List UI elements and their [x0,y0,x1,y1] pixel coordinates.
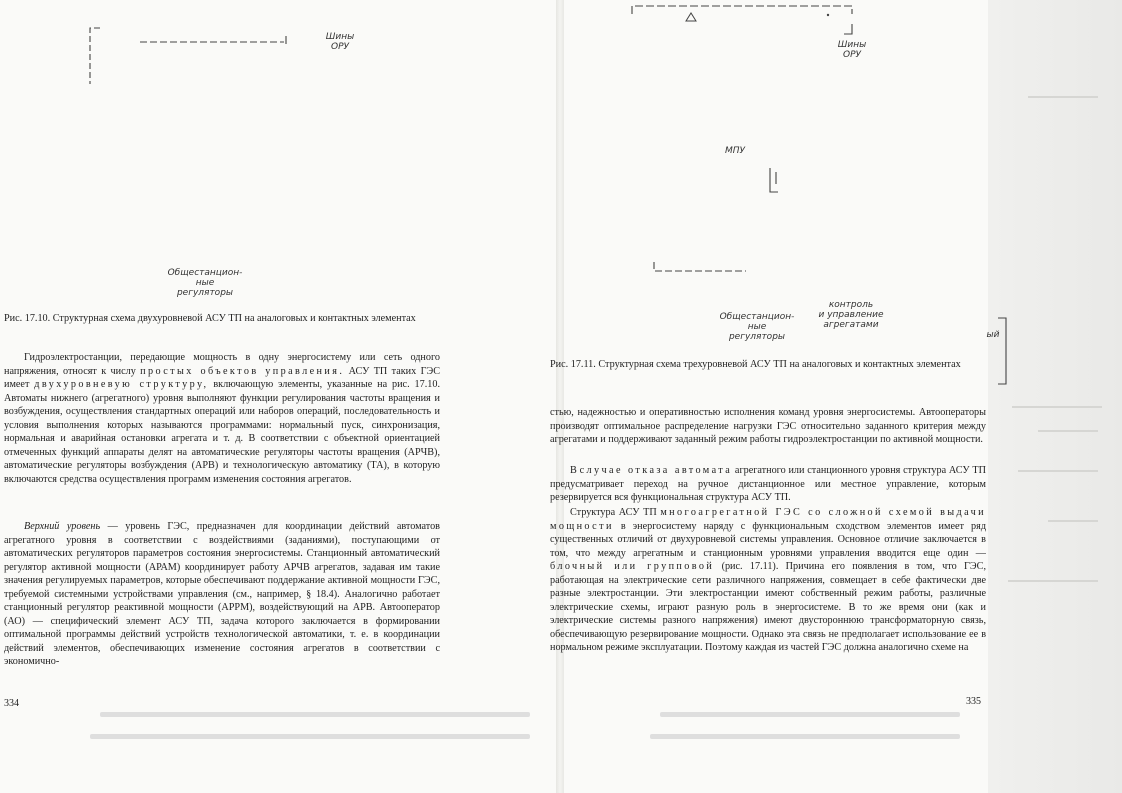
figure-17-10-caption: Рис. 17.10. Структурная схема двухуровневой АСУ ТП на аналоговых и контактных элементах [4,313,416,324]
right-edge-bracket [996,316,1016,386]
right-page-number: 335 [966,696,981,707]
diagram-lower-bus [654,262,746,271]
figure-17-10-diagram [0,0,560,310]
left-bleed-through [90,734,530,739]
right-diagram-regulators-label: Общестанцион- ные регуляторы [719,312,795,342]
left-paragraph-2: Верхний уровень — уровень ГЭС, предназначен для координации действий автоматов агрегатного уровня в соответствии с воздействиями (заданиями), поступающими от автоматических регуляторов параметров состояния энергосистемы. Станционный автоматический регулятор активной мощности (АРАМ) координирует работу АРЧВ агрегатов, задавая им такие значения регулируемых параметров, которые обеспечивают поддержание активной мощности ГЭС, требуемой системными устройствами управления (см., например, § 18.4). Аналогично работает станционный регулятор реактивной мощности (АРРМ), воздействующий на АРВ. Автооператор (АО) — специфический элемент АСУ ТП, задача которого заключается в формировании оптимальной программы действий устройств технологической автоматики, т. е. в координации действий элементов, обеспечивающих изменение состояния агрегатов в соответствии с экономично- [4,521,440,667]
left-bleed-through [100,712,530,717]
diagram-mpu-bracket [770,168,778,192]
right-paragraph-1: В случае отказа автомата агрегатного или станционного уровня структура АСУ ТП предусматривает переход на ручное дистанционное или местное управление, которым резервируется вся функциональная структура АСУ ТП. [550,465,987,503]
left-paragraph-1: Гидроэлектростанции, передающие мощность в одну энергосистему или сеть одного напряжения, относят к числу простых объектов управления. АСУ ТП таких ГЭС имеет двухуровневую структуру, включающую элементы, указанные на рис. 17.10. Автоматы нижнего (агрегатного) уровня выполняют функции регулирования частоты вращения и возбуждения, осуществления стандартных операций или наборов операций, последовательность и условия выполнения которых называются программами: нормальный пуск, синхронизация, нормальная и аварийная остановки агрегата и т. д. В соответствии с объектной ориентацией отмеченных функций аппараты делят на автоматические регуляторы частоты вращения (АРЧВ), автоматические регуляторы возбуждения (АРВ) и технологическую автоматику (ТА), в которую включаются средства осуществления программ изменения состояния агрегатов. [4,352,440,485]
figure-17-11-caption: Рис. 17.11. Структурная схема трехуровневой АСУ ТП на аналоговых и контактных элементах [550,359,961,370]
right-bleed-through [660,712,960,717]
diagram-bus-corner [844,24,852,34]
right-diagram-mpu-label: МПУ [724,146,746,156]
diagram-top-bus [632,6,852,14]
left-page-number: 334 [4,698,19,709]
left-diagram-regulators-label: Общестанцион- ные регуляторы [167,268,243,298]
diagram-triangle-icon [686,13,696,21]
right-diagram-bus-label: Шины ОРУ [837,40,867,60]
diagram-dot [827,14,829,16]
diagram-bus-bracket [90,28,100,84]
right-bleed-through [650,734,960,739]
right-diagram-control-label: контроль и управление агрегатами [818,300,884,330]
left-diagram-bus-label: Шины ОРУ [325,32,355,52]
right-paragraph-0: стью, надежностью и оперативностью исполнения команд уровня энергосистемы. Автооператоры производят оптимальное распределение нагрузки ГЭС относительно заданного критерия между агрегатами и поддерживают заданный режим работы гидроэлектростанции по активной мощности. [550,407,986,445]
right-diagram-edge-fragment: ый [986,330,1000,340]
right-paragraph-2: Структура АСУ ТП многоагрегатной ГЭС со сложной схемой выдачи мощности в энергосистему наряду с функциональным сходством элементов имеет ряд существенных отличий от двухуровневой системы управления. Основное отличие заключается в том, что между агрегатным и станционным уровнями управления вводится еще один — блочный или групповой (рис. 17.11). Причина его появления в том, что ГЭС, работающая на электрические сети различного напряжения, совмещает в себе фактически две разные электростанции. Эти электростанции имеют собственный режим работы, различные электрические схемы, играют разную роль в энергосистеме. В то же время они (как и электрические системы разного напряжения) имеют двустороннюю трансформаторную связь, обеспечивающую резервирование мощности. Однако эта связь не предполагает использование ее в нормальном режиме эксплуатации. Поэтому каждая из частей ГЭС должна аналогично схеме на [550,507,987,653]
